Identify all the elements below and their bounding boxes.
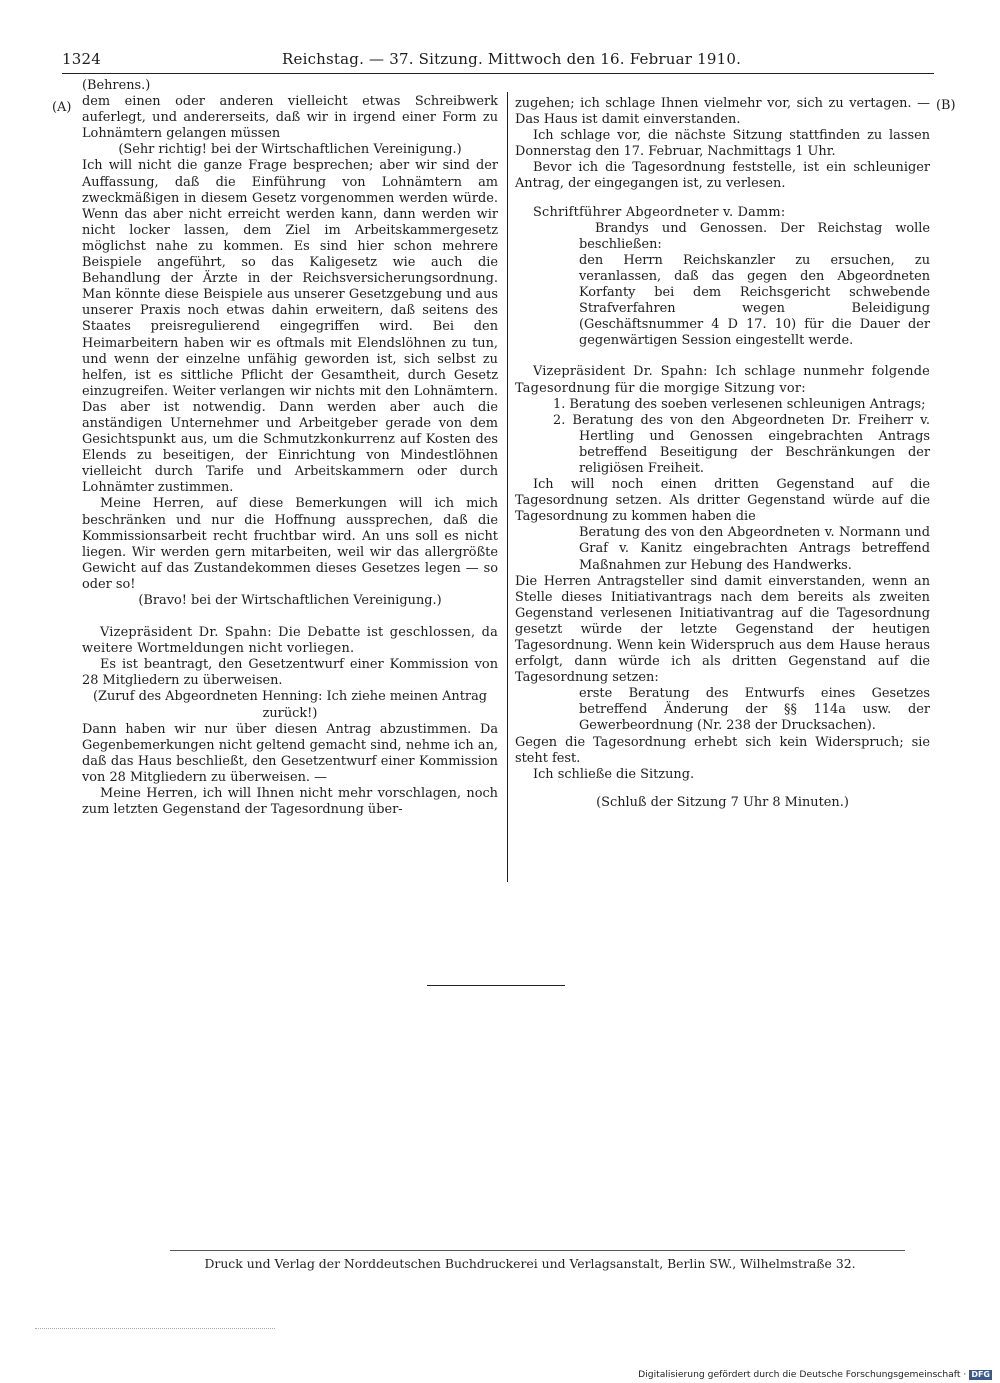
imprint: Druck und Verlag der Norddeutschen Buchdruckerei und Verlagsanstalt, Berlin SW., Wilhelmstraße 32. (204, 1256, 856, 1271)
paragraph: Es ist beantragt, den Gesetzentwurf einer Kommission von 28 Mitgliedern zu überweisen. (82, 657, 498, 689)
motion-text: Brandys und Genossen. Der Reichstag wolle beschließen: (579, 220, 930, 252)
interjection: (Sehr richtig! bei der Wirtschaftlichen Vereinigung.) (118, 142, 462, 158)
agenda-item: 1. Beratung des soeben verlesenen schleunigen Antrags; (553, 396, 926, 412)
paragraph: Gegen die Tagesordnung erhebt sich kein Widerspruch; sie steht fest. (515, 734, 930, 766)
paragraph: Ich will nicht die ganze Frage besprechen; aber wir sind der Auffassung, daß die Einführung von Lohnämtern am zweckmäßigen in diesem Gesetz vorgenommen werden würde. Wenn das aber nicht erreicht werden kann, dann werden wir nicht locker lassen, dem Ziel im Arbeitskammergesetz möglichst nahe zu kommen. Es sind hier schon mehrere Beispiele angeführt, so das Kaligesetz wie auch die Behandlung der Ärzte in der Reichsversicherungsordnung. Man könnte diese Beispiele aus unserer Gesetzgebung und aus unserer Praxis noch etwas dahin erweitern, daß seitens des Staates preisregulierend eingegriffen wird. Bei den Heimarbeitern haben wir es oftmals mit Elendslöhnen zu tun, und wenn der einzelne unfähig geworden ist, sich selbst zu helfen, ist es sittliche Pflicht der Gesamtheit, durch Gesetz einzugreifen. Weiter verlangen wir nichts mit den Lohnämtern. Das aber ist notwendig. Dann werden aber auch die anständigen Unternehmer und Arbeitgeber gerade von dem Gesichtspunkt aus, um die Schmutzkonkurrenz auf Kosten des Elends zu beseitigen, der Einrichtung von Mindestlöhnen vielleicht durch Tarife und Arbeitskammern oder durch Lohnämter zustimmen. (82, 158, 498, 496)
digitization-note (612, 1369, 992, 1381)
digitization-text: Digitalisierung gefördert durch die Deutsche Forschungsgemeinschaft · (638, 1369, 967, 1380)
speaker-heading: Schriftführer Abgeordneter v. Damm: (533, 204, 786, 220)
paragraph: Meine Herren, auf diese Bemerkungen will ich mich beschränken und nur die Hoffnung aussprechen, daß die Kommissionsarbeit recht fruchtbar wird. An uns soll es nicht liegen. Wir werden gern mitarbeiten, weil wir das allergrößte Gewicht auf das Zustandekommen dieses Gesetzes legen — so oder so! (82, 496, 498, 592)
motion-text: den Herrn Reichskanzler zu ersuchen, zu veranlassen, daß das gegen den Abgeordneten Korfanty bei dem Reichsgericht schwebende Strafverfahren wegen Beleidigung (Geschäftsnummer 4 D 17. 10) für die Dauer der gegenwärtigen Session eingestellt werde. (579, 252, 930, 349)
end-rule (427, 985, 565, 986)
interjection: (Zuruf des Abgeordneten Henning: Ich ziehe meinen Antrag zurück!) (92, 689, 488, 721)
paragraph: Ich schlage vor, die nächste Sitzung stattfinden zu lassen Donnerstag den 17. Februar, Nachmittags 1 Uhr. (515, 128, 930, 160)
paragraph: dem einen oder anderen vielleicht etwas Schreibwerk auferlegt, und andererseits, daß wir in irgend einer Form zu Lohnämtern gelangen müssen (82, 94, 498, 142)
dfg-logo: DFG (971, 1369, 990, 1379)
speaker-reference: (Behrens.) (82, 78, 151, 93)
running-header (62, 50, 942, 72)
paragraph: Die Herren Antragsteller sind damit einverstanden, wenn an Stelle dieses Initiativantrags nach dem bereits als zweiten Gegenstand verlesenen Initiativantrag auf die Tagesordnung gesetzt würde der letzte Gegenstand der heutigen Tagesordnung. Wenn kein Widerspruch aus dem Hause heraus erfolgt, dann würde ich als dritten Gegenstand auf die Tagesordnung setzen: (515, 573, 930, 686)
paragraph: Bevor ich die Tagesordnung feststelle, ist ein schleuniger Antrag, der eingegangen ist, zu verlesen. (515, 160, 930, 192)
imprint-rule (170, 1250, 905, 1251)
paragraph: Ich schließe die Sitzung. (533, 766, 695, 782)
speaker-paragraph: Vizepräsident Dr. Spahn: Die Debatte ist geschlossen, da weitere Wortmeldungen nicht vorliegen. (82, 625, 498, 657)
right-column (515, 96, 930, 811)
column-divider (507, 92, 508, 882)
agenda-item: 2. Beratung des von den Abgeordneten Dr. Freiherr v. Hertling und Genossen eingebrachten Antrags betreffend Beseitigung der Beschränkungen der religiösen Freiheit. (553, 412, 930, 476)
left-column (82, 78, 498, 818)
paragraph: Ich will noch einen dritten Gegenstand auf die Tagesordnung setzen. Als dritter Gegenstand würde auf die Tagesordnung zu kommen haben die (515, 477, 930, 525)
faint-rule (35, 1328, 275, 1329)
closing-note: (Schluß der Sitzung 7 Uhr 8 Minuten.) (596, 794, 849, 810)
paragraph: zugehen; ich schlage Ihnen vielmehr vor, sich zu vertagen. — Das Haus ist damit einverstanden. (515, 96, 930, 128)
header-title: Reichstag. — 37. Sitzung. Mittwoch den 16. Februar 1910. (282, 50, 742, 68)
header-rule (62, 73, 934, 74)
paragraph: Dann haben wir nur über diesen Antrag abzustimmen. Da Gegenbemerkungen nicht geltend gemacht sind, nehme ich an, daß das Haus beschließt, den Gesetzentwurf einer Kommission von 28 Mitgliedern zu überweisen. — (82, 721, 498, 785)
margin-marker-a: (A) (52, 100, 72, 115)
speaker-paragraph: Vizepräsident Dr. Spahn: Ich schlage nunmehr folgende Tagesordnung für die morgige Sitzung vor: (515, 364, 930, 396)
interjection: (Bravo! bei der Wirtschaftlichen Vereinigung.) (138, 593, 442, 608)
paragraph: Meine Herren, ich will Ihnen nicht mehr vorschlagen, noch zum letzten Gegenstand der Tagesordnung über- (82, 786, 498, 818)
margin-marker-b: (B) (936, 98, 956, 113)
agenda-detail: Beratung des von den Abgeordneten v. Normann und Graf v. Kanitz eingebrachten Antrags betreffend Maßnahmen zur Hebung des Handwerks. (579, 525, 930, 573)
page-number: 1324 (62, 50, 101, 68)
agenda-detail: erste Beratung des Entwurfs eines Gesetzes betreffend Änderung der §§ 114a usw. der Gewerbeordnung (Nr. 238 der Drucksachen). (579, 686, 930, 734)
